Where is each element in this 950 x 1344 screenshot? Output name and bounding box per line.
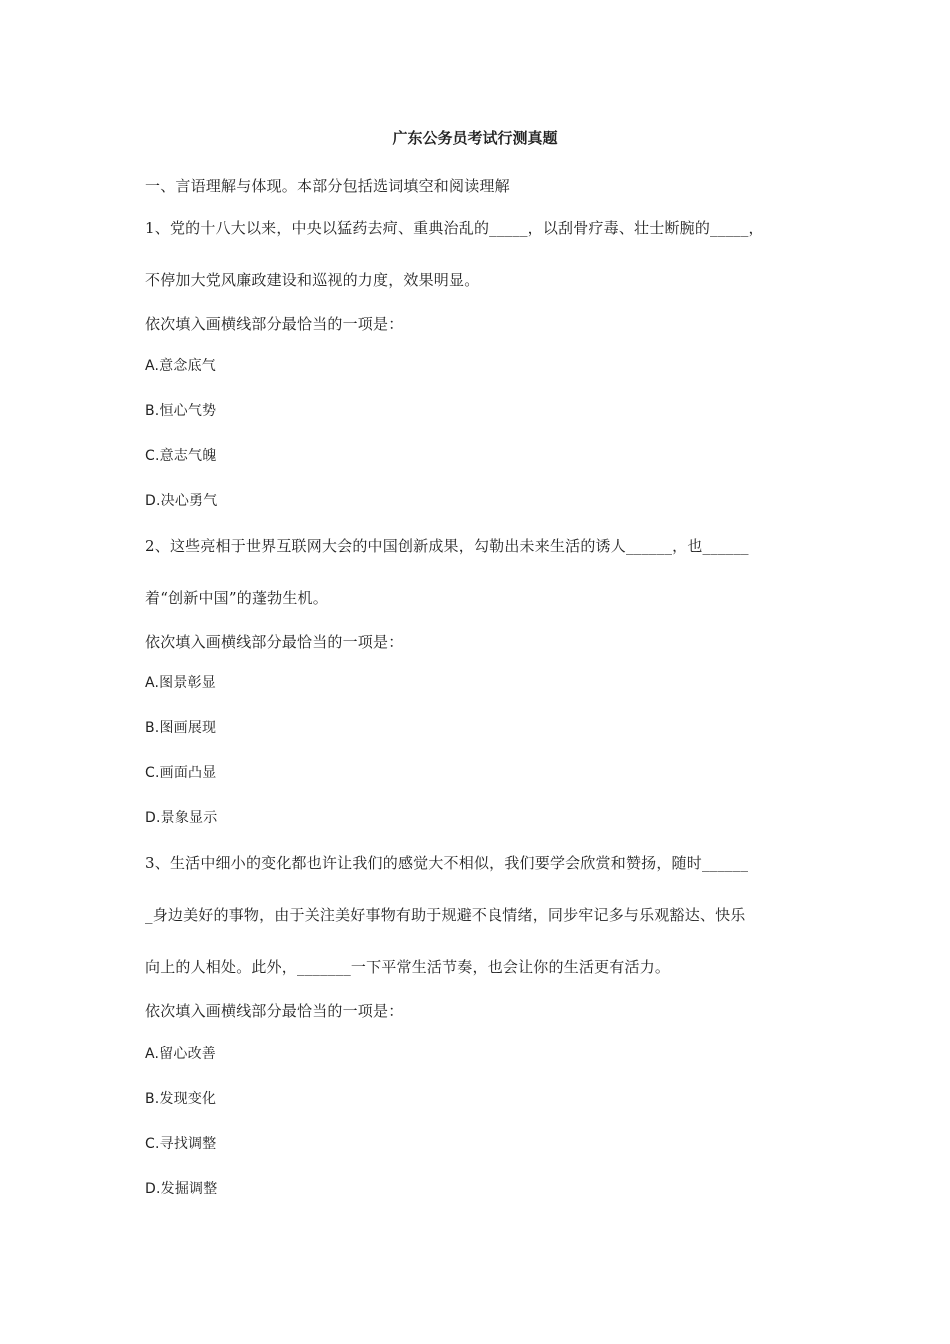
question-3-option-a: A.留心改善 <box>145 1046 216 1062</box>
question-2-line-2: 着“创新中国”的蓬勃生机。 <box>145 589 328 607</box>
section-heading: 一、言语理解与体现。本部分包括选词填空和阅读理解 <box>145 177 510 195</box>
question-3-option-d: D.发掘调整 <box>145 1181 218 1197</box>
question-2-option-c: C.画面凸显 <box>145 765 217 781</box>
question-3-line-2: _身边美好的事物，由于关注美好事物有助于规避不良情绪，同步牢记多与乐观豁达、快乐 <box>145 906 746 924</box>
question-1-option-d: D.决心勇气 <box>145 493 218 509</box>
question-2-option-b: B.图画展现 <box>145 720 217 736</box>
question-3-option-c: C.寻找调整 <box>145 1136 217 1152</box>
question-2-prompt: 依次填入画横线部分最恰当的一项是： <box>145 633 404 651</box>
question-3-line-3: 向上的人相处。此外，_______一下平常生活节奏，也会让你的生活更有活力。 <box>145 958 671 976</box>
question-1-option-c: C.意志气魄 <box>145 448 217 464</box>
question-1-line-2: 不停加大党风廉政建设和巡视的力度，效果明显。 <box>145 271 480 289</box>
question-2-option-d: D.景象显示 <box>145 810 218 826</box>
question-2-option-a: A.图景彰显 <box>145 675 216 691</box>
document-title: 广东公务员考试行测真题 <box>392 129 558 147</box>
question-2-line-1: 2、这些亮相于世界互联网大会的中国创新成果，勾勒出未来生活的诱人______，也______ <box>145 537 749 555</box>
question-3-line-1: 3、生活中细小的变化都也许让我们的感觉大不相似，我们要学会欣赏和赞扬，随时______ <box>145 854 749 872</box>
question-1-option-a: A.意念底气 <box>145 358 216 374</box>
question-3-prompt: 依次填入画横线部分最恰当的一项是： <box>145 1002 404 1020</box>
question-1-prompt: 依次填入画横线部分最恰当的一项是： <box>145 315 404 333</box>
question-3-option-b: B.发现变化 <box>145 1091 217 1107</box>
question-1-line-1: 1、党的十八大以来，中央以猛药去疴、重典治乱的_____，以刮骨疗毒、壮士断腕的_____， <box>145 219 764 237</box>
question-1-option-b: B.恒心气势 <box>145 403 217 419</box>
